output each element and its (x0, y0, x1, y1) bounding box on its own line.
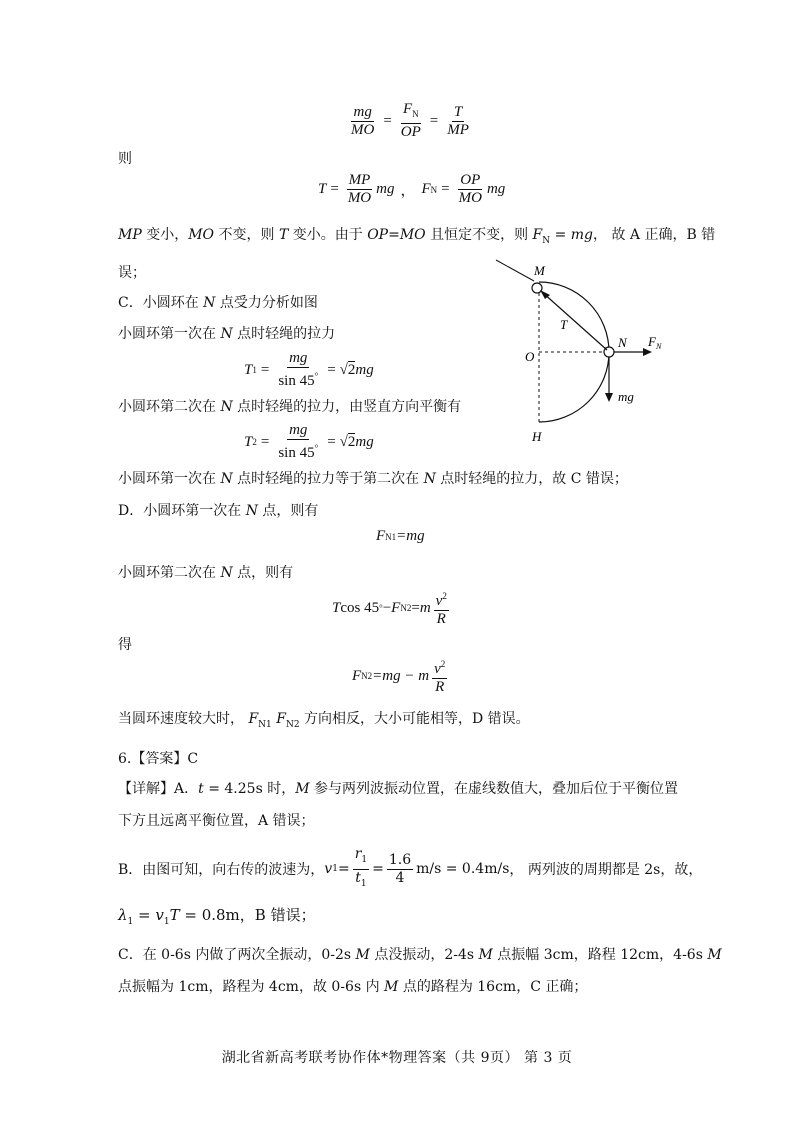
text-6b2: $\lambda_1 = v_1T = 0.8m$，B 错误； (118, 906, 316, 927)
label-o: O (525, 349, 535, 364)
label-n: N (618, 335, 627, 350)
label-fn: $F_N$ (648, 334, 662, 351)
force-diagram (490, 255, 680, 455)
text-mp-change: MP 变小，MO 不变，则 T 变小。由于 OP=MO 且恒定不变，则 $F_N$ = mg， 故 A 正确，B 错 (118, 227, 716, 246)
fn-arrowhead (643, 348, 652, 356)
text-c3: 小圆环第一次在 N 点时轻绳的拉力等于第二次在 N 点时轻绳的拉力，故 C 错误； (118, 471, 628, 487)
label-t: T (560, 317, 568, 332)
text-d2: 小圆环第二次在 N 点，则有 (118, 565, 294, 581)
label-mg: mg (618, 389, 634, 404)
text-d3: 当圆环速度较大时， $F_{N1}$ $F_{N2}$ 方向相反，大小可能相等，D 错误。 (118, 711, 530, 730)
equation-t1: T 1 = $\frac{mg}{\sin 45^\circ}$ = √2 mg (244, 350, 374, 389)
mg-arrowhead (605, 393, 613, 402)
text-wrong: 误； (118, 265, 146, 281)
text-d: D．小圆环第一次在 N 点，则有 (118, 503, 319, 519)
text-de: 得 (118, 637, 132, 653)
text-6a2: 下方且远离平衡位置，A 错误； (118, 813, 315, 829)
arc-lower (539, 352, 609, 422)
equation-fn2: F N2 =mg − m $\frac{v^2}{R}$ (352, 656, 450, 696)
equation-t-fn: T = $\frac{MP}{MO}$ mg ， F N = $\frac{OP}{MO}$ mg (318, 172, 506, 206)
text-6c: C．在 0-6s 内做了两次全振动，0-2s M 点没振动，2-4s M 点振幅 3cm，路程 12cm，4-6s M (118, 947, 722, 963)
equation-t2: T 2 = $\frac{mg}{\sin 45^\circ}$ = √2 mg (244, 422, 374, 461)
text-6c2: 点振幅为 1cm，路程为 4cm，故 0-6s 内 M 点的路程为 16cm，C 正确； (118, 979, 588, 995)
equation-ratio: $\frac{mg}{MO}$ = $\frac{F_N}{OP}$ = $\frac{T}{MP}$ (351, 101, 469, 140)
text-c1: 小圆环第一次在 N 点时轻绳的拉力 (118, 326, 336, 342)
equation-d2: T cos 45 ° − F N2 = m $\frac{v^2}{R}$ (332, 588, 452, 628)
arc-upper (539, 282, 609, 352)
text-6a: 【详解】A．t = 4.25s 时，M 参与两列波振动位置，在虚线数值大，叠加后位于平衡位置 (118, 781, 679, 797)
rope-line (496, 260, 534, 281)
page-footer: 湖北省新高考联考协作体*物理答案（共 9页） 第 3 页 (221, 1050, 573, 1066)
ring-m (532, 283, 542, 293)
text-6b: B．由图可知，向右传的波速为， v 1 = $\frac{r_1}{t_1}$ = $\frac{1.6}{4}$ m/s = 0.4m/s ， 两列波的周期都是 2s，故， (118, 846, 703, 889)
text-c: C．小圆环在 N 点受力分析如图 (118, 295, 318, 311)
text-c2: 小圆环第二次在 N 点时轻绳的拉力，由竖直方向平衡有 (118, 399, 462, 415)
label-h: H (532, 429, 542, 444)
tension-arrow (542, 292, 607, 350)
label-m: M (534, 263, 545, 278)
equation-fn1: F N1 =mg (376, 528, 425, 544)
answer-6: 6.【答案】C (118, 751, 199, 767)
text-then: 则 (118, 151, 132, 167)
